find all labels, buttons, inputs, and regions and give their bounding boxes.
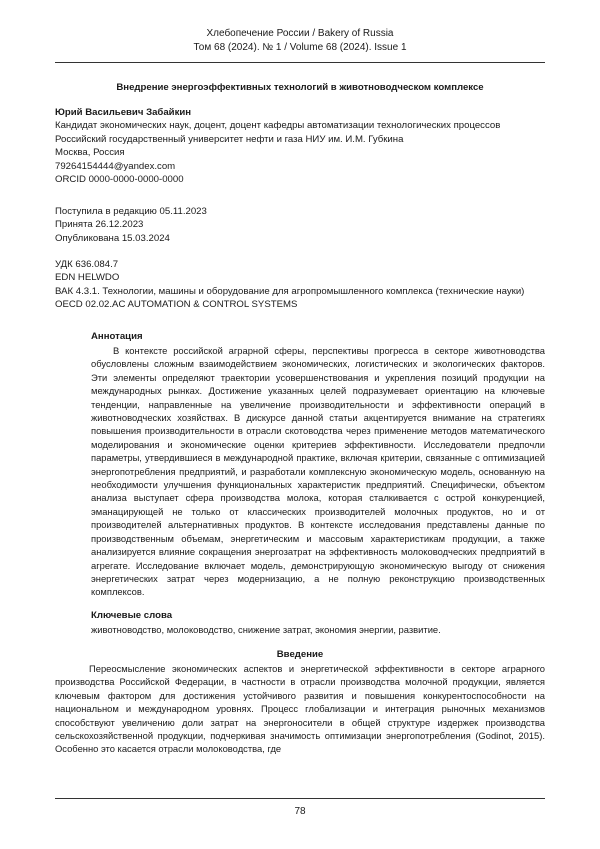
abstract-heading: Аннотация (91, 331, 143, 342)
article-page (55, 0, 545, 849)
edn-code: EDN HELWDO (55, 272, 120, 284)
abstract-body (91, 344, 545, 599)
journal-header (55, 27, 545, 55)
classification-block (55, 258, 545, 312)
keywords-text: животноводство, молоководство, снижение затрат, экономия энергии, развитие. (91, 624, 441, 635)
author-position: Кандидат экономических наук, доцент, доцент кафедры автоматизации технологических процессов (55, 120, 501, 132)
header-divider (55, 62, 545, 63)
journal-volume: Том 68 (2024). № 1 / Volume 68 (2024). Issue 1 (193, 42, 407, 53)
introduction-body (55, 662, 545, 756)
vak-code: ВАК 4.3.1. Технологии, машины и оборудование для агропромышленного комплекса (технические науки) (55, 285, 525, 297)
dates-block (55, 205, 545, 245)
page-number: 78 (294, 806, 306, 817)
introduction-heading: Введение (276, 649, 324, 660)
author-block (55, 106, 545, 186)
date-published: Опубликована 15.03.2024 (55, 232, 170, 244)
oecd-code: OECD 02.02.AC AUTOMATION & CONTROL SYSTEMS (55, 299, 298, 311)
author-affiliation: Российский государственный университет нефти и газа НИУ им. И.М. Губкина (55, 133, 404, 145)
abstract-text: В контексте российской аграрной сферы, перспективы прогресса в секторе животноводства обусловлены сложным взаимодействием экономических, логистических и экологических факторов. Эти элементы определяют траектории усовершенствования и укрепления позиций продукции на международных рынках. Достижение указанных целей подразумевает ориентацию на ключевые тенденции, направленные на увеличение производительности и эффективности операций в животноводческих хозяйствах. В дискурсе данной статьи акцентируется внимание на стратегиях повышения производительности в отрасли скотоводства через применение методов математического моделирования и экономические оценки критериев эффективности. Исследователи предпочли параметры, утвердившиеся в международной практике, включая критерии, связанные с оптимизацией энергопотребления предприятий, и разработали комплексную экономическую модель, основанную на необходимости улучшения функциональных характеристик предприятий. Специфически, объектом анализа выступает сфера производства молока, которая сталкивается с острой конкуренцией, эманацирующей не только от классических производителей молочных продуктов, но и от производителей альтернативных продуктов. В контексте исследования представлены данные по производственным объемам, энергетическим и массовым характеристикам продукции, а также анализируется влияние сокращения энергозатрат на эффективность молоководческих предприятий в агрегате. Исследование включает модель, демонстрирующую экономическую выгоду от снижения энергетических затрат через модернизацию, а не полную реконструкцию производственных комплексов. (91, 345, 545, 598)
journal-name: Хлебопечение России / Bakery of Russia (206, 28, 394, 39)
author-orcid[interactable]: ORCID 0000-0000-0000-0000 (55, 174, 184, 186)
footer-divider (55, 798, 545, 799)
author-name: Юрий Васильевич Забайкин (55, 107, 192, 118)
introduction-text: Переосмысление экономических аспектов и энергетической эффективности в секторе аграрного производства Российской Федерации, в частности в отрасли производства молочной продукции, является ключевым фактором для достижения устойчивого развития и повышения конкурентоспособности на национальном и международном уровнях. Процесс глобализации и интеграция рыночных механизмов способствуют увеличению доли затрат на энергоносители в общей структуре издержек производства сельскохозяйственной продукции, подчеркивая значимость оптимизации энергопотребления (Godinot, 2015). Особенно это касается отрасли молоководства, где (55, 663, 545, 755)
author-city: Москва, Россия (55, 147, 125, 159)
author-email[interactable]: 79264154444@yandex.com (55, 160, 176, 172)
udk-code: УДК 636.084.7 (55, 259, 119, 270)
keywords-heading: Ключевые слова (91, 610, 173, 621)
date-received: Поступила в редакцию 05.11.2023 (55, 206, 207, 217)
date-accepted: Принята 26.12.2023 (55, 219, 144, 231)
article-title: Внедрение энергоэффективных технологий в животноводческом комплексе (116, 82, 484, 93)
